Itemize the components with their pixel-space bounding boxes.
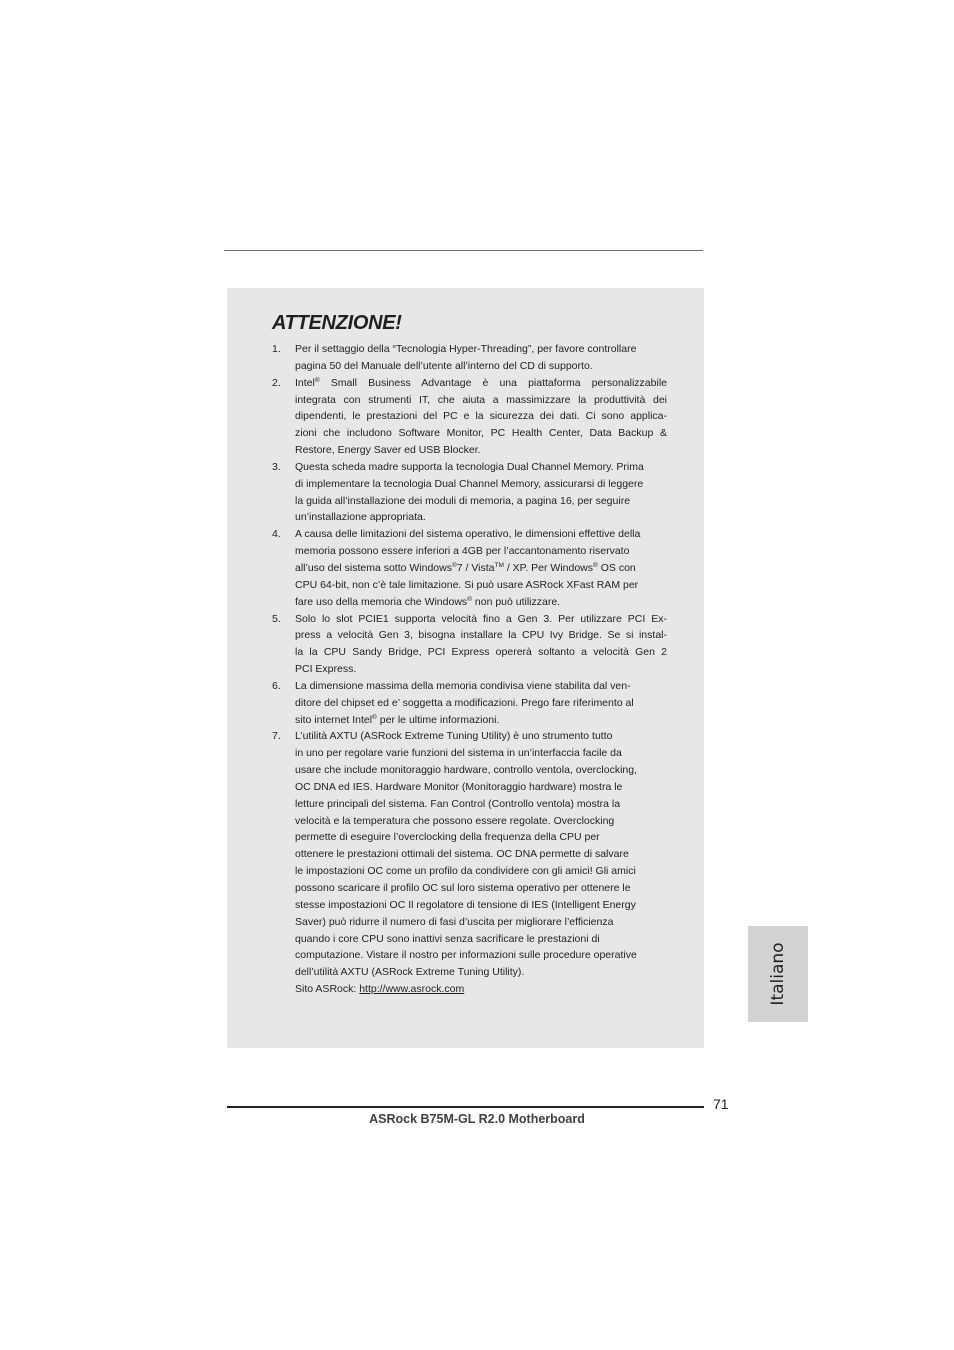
trademark-mark: TM [494, 561, 504, 569]
item-line: A causa delle limitazioni del sistema operativo, le dimensioni effettive della [295, 528, 641, 541]
item-number: 1. [272, 343, 281, 355]
item-line [295, 375, 667, 392]
language-label: Italiano [768, 942, 788, 1006]
notice-list [272, 341, 667, 998]
item-line: dipendenti, le prestazioni del PC e la sicurezza dei dati. Ci sono applica- [295, 410, 667, 423]
item-line: un’installazione appropriata. [295, 511, 426, 524]
item-line: velocità e la temperatura che possono essere regolate. Overclocking [295, 814, 615, 827]
item-line: OC DNA ed IES. Hardware Monitor (Monitoraggio hardware) mostra le [295, 780, 623, 793]
notice-item-3 [272, 459, 667, 526]
item-line: L’utilità AXTU (ASRock Extreme Tuning Utility) è uno strumento tutto [295, 730, 613, 743]
site-label: Sito ASRock: [295, 983, 360, 996]
item-line: letture principali del sistema. Fan Control (Controllo ventola) mostra la [295, 797, 621, 810]
item-number: 6. [272, 679, 281, 692]
item-number: 7. [272, 730, 281, 743]
registered-mark: ® [467, 595, 472, 603]
site-line [295, 981, 667, 998]
item-line: Questa scheda madre supporta la tecnologia Dual Channel Memory. Prima [295, 460, 644, 473]
text-run: sito internet Intel [295, 713, 373, 726]
registered-mark: ® [314, 376, 320, 384]
item-line: di implementare la tecnologia Dual Channel Memory, assicurarsi di leggere [295, 477, 644, 490]
item-line: la la CPU Sandy Bridge, PCI Express opererà soltanto a velocità Gen 2 [295, 646, 667, 659]
notice-item-1 [272, 341, 667, 375]
footer-caption: ASRock B75M-GL R2.0 Motherboard [369, 1112, 585, 1126]
text-run: fare uso della memoria che Windows [295, 595, 468, 608]
top-divider [224, 250, 703, 251]
item-line: La dimensione massima della memoria condivisa viene stabilita dal ven- [295, 679, 631, 692]
notice-title: ATTENZIONE! [272, 312, 402, 334]
item-line: le impostazioni OC come un profilo da condividere con gli amici! Gli amici [295, 865, 636, 878]
item-line: pagina 50 del Manuale dell’utente all’interno del CD di supporto. [295, 359, 593, 372]
item-line: ditore del chipset ed e’ soggetta a modificazioni. Prego fare riferimento al [295, 696, 634, 709]
item-line: Solo lo slot PCIE1 supporta velocità fino a Gen 3. Per utilizzare PCI Ex- [295, 612, 667, 625]
item-number: 2. [272, 376, 281, 389]
registered-mark: ® [372, 713, 377, 721]
bottom-divider [227, 1106, 704, 1108]
item-line: Saver) può ridurre il numero di fasi d’uscita per migliorare l’efficienza [295, 915, 614, 928]
text-run: 7 / Vista [456, 561, 495, 574]
item-line: press a velocità Gen 3, bisogna installare la CPU Ivy Bridge. Se si instal- [295, 629, 667, 642]
item-line: usare che include monitoraggio hardware, controllo ventola, overclocking, [295, 764, 638, 777]
item-number: 5. [272, 612, 281, 625]
text-run: per le ultime informazioni. [376, 713, 500, 726]
item-line: zioni che includono Software Monitor, PC Health Center, Data Backup & [295, 427, 667, 440]
registered-mark: ® [593, 561, 598, 569]
item-line: computazione. Vistare il nostro per informazioni sulle procedure operative [295, 949, 637, 962]
item-line: stesse impostazioni OC Il regolatore di tensione di IES (Intelligent Energy [295, 898, 636, 911]
text-run: non può utilizzare. [471, 595, 561, 608]
text-run: / XP. Per Windows [503, 561, 594, 574]
item-line: Restore, Energy Saver ed USB Blocker. [295, 444, 481, 457]
page-number: 71 [713, 1096, 729, 1112]
item-line: PCI Express. [295, 663, 357, 676]
language-tab [748, 926, 808, 1022]
notice-item-5 [272, 611, 667, 678]
text-run: Intel [295, 376, 315, 389]
text-run: Small Business Advantage è una piattaforma personalizzabile [319, 376, 667, 389]
item-line [295, 560, 667, 577]
item-line [295, 594, 667, 611]
item-line: la guida all’installazione dei moduli di memoria, a pagina 16, per seguire [295, 494, 631, 507]
item-line: CPU 64-bit, non c’è tale limitazione. Si può usare ASRock XFast RAM per [295, 578, 639, 591]
registered-mark: ® [451, 561, 457, 569]
notice-item-7 [272, 728, 667, 998]
item-line: permette di eseguire l’overclocking della frequenza della CPU per [295, 831, 600, 844]
notice-item-2 [272, 375, 667, 459]
asrock-website-link[interactable]: http://www.asrock.com [359, 983, 465, 996]
item-line: memoria possono essere inferiori a 4GB per l’accantonamento riservato [295, 545, 630, 558]
text-run: OS con [597, 561, 636, 574]
item-line: Per il settaggio della “Tecnologia Hyper-Threading”, per favore controllare [295, 343, 637, 355]
item-line: in uno per regolare varie funzioni del sistema in un’interfaccia facile da [295, 747, 622, 760]
notice-box [227, 288, 704, 1048]
item-line: ottenere le prestazioni ottimali del sistema. OC DNA permette di salvare [295, 848, 629, 861]
item-number: 3. [272, 460, 281, 473]
item-line: integrata con strumenti IT, che aiuta a massimizzare la produttività dei [295, 393, 667, 406]
item-line: dell’utilità AXTU (ASRock Extreme Tuning Utility). [295, 966, 525, 979]
item-number: 4. [272, 528, 281, 541]
text-run: all’uso del sistema sotto Windows [295, 561, 452, 574]
item-line: quando i core CPU sono inattivi senza sacrificare le prestazioni di [295, 932, 600, 945]
notice-item-6 [272, 678, 667, 729]
item-line: possono scaricare il profilo OC sul loro sistema operativo per ottenere le [295, 882, 631, 894]
notice-item-4 [272, 526, 667, 610]
item-line [295, 712, 667, 729]
